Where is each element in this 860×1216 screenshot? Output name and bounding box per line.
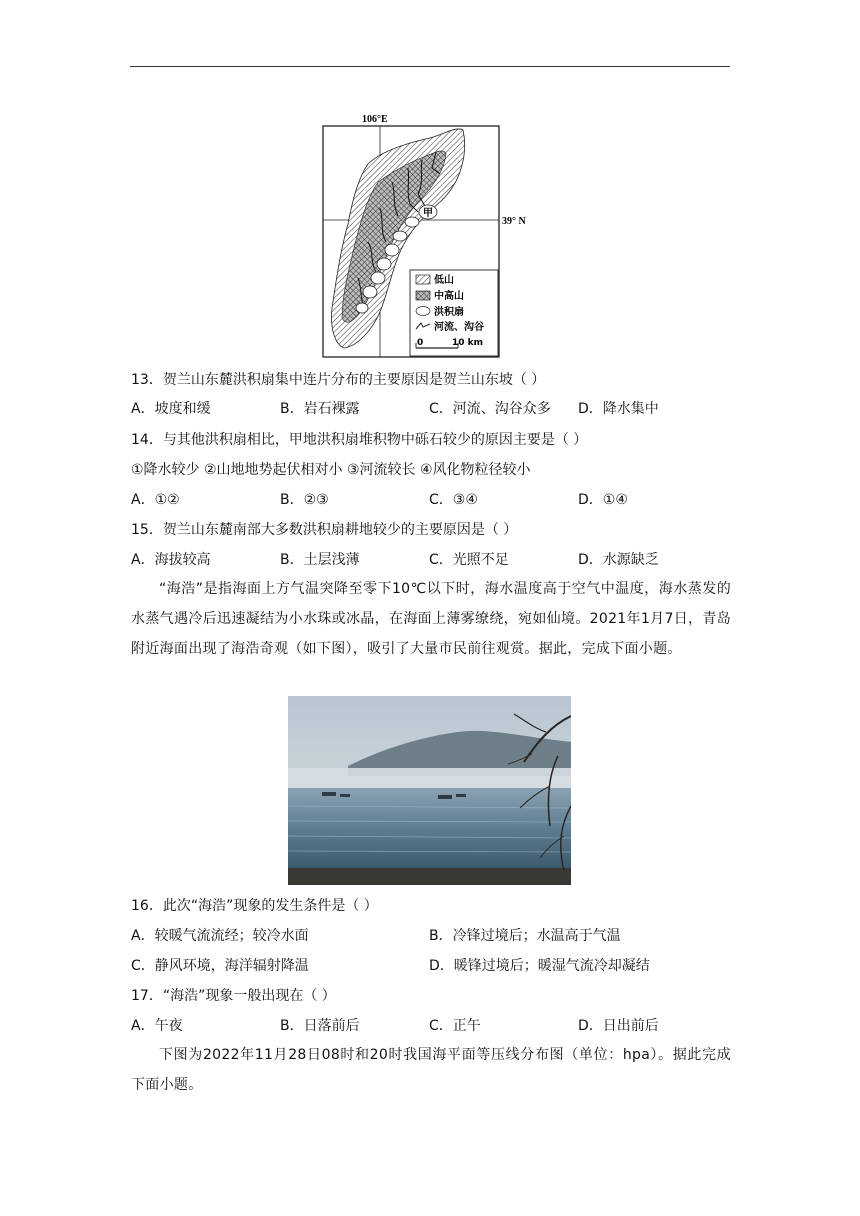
q14-option-d[interactable]: D．①④ <box>578 492 628 508</box>
question-14-stem: 14．与其他洪积扇相比，甲地洪积扇堆积物中砾石较少的原因主要是（ ） <box>131 432 588 448</box>
lon-label: 106°E <box>362 114 388 125</box>
q17-option-b[interactable]: B．日落前后 <box>280 1018 360 1034</box>
q17-option-d[interactable]: D．日出前后 <box>578 1018 659 1034</box>
q13-option-a[interactable]: A．坡度和缓 <box>131 401 211 417</box>
question-16-stem: 16．此次“海浩”现象的发生条件是（ ） <box>131 898 378 914</box>
header-rule <box>130 66 730 67</box>
sea-smoke-photo <box>288 696 571 885</box>
q16-option-c[interactable]: C．静风环境，海洋辐射降温 <box>131 958 309 974</box>
q13-option-d[interactable]: D．降水集中 <box>578 401 659 417</box>
q16-option-a[interactable]: A．较暖气流流经；较冷水面 <box>131 928 309 944</box>
q13-option-b[interactable]: B．岩石裸露 <box>280 401 360 417</box>
q16-option-d[interactable]: D．暖锋过境后；暖湿气流冷却凝结 <box>429 958 650 974</box>
legend-swatch-high <box>416 291 430 300</box>
lat-label: 39° N <box>502 216 526 227</box>
question-17-stem: 17．“海浩”现象一般出现在（ ） <box>131 988 336 1004</box>
q15-option-c[interactable]: C．光照不足 <box>429 552 509 568</box>
q15-option-a[interactable]: A．海拔较高 <box>131 552 211 568</box>
passage-haihao: “海浩”是指海面上方气温突降至零下10℃以下时，海水温度高于空气中温度，海水蒸发的水蒸气遇冷后迅速凝结为小水珠或冰晶，在海面上薄雾缭绕，宛如仙境。2021年1月7日，青岛附近海面出现了海浩奇观（如下图），吸引了大量市民前往观赏。据此，完成下面小题。 <box>131 581 731 657</box>
legend-swatch-fan <box>416 307 430 316</box>
scale-zero: 0 <box>417 338 424 348</box>
question-14-substem: ①降水较少 ②山地地势起伏相对小 ③河流较长 ④风化物粒径较小 <box>131 462 531 478</box>
q15-option-b[interactable]: B．土层浅薄 <box>280 552 360 568</box>
place-jia-label: 甲 <box>423 208 433 219</box>
q14-option-c[interactable]: C．③④ <box>429 492 478 508</box>
q13-option-c[interactable]: C．河流、沟谷众多 <box>429 401 551 417</box>
scale-value: 10 km <box>452 338 484 348</box>
sea-smoke-fog <box>288 768 571 790</box>
legend-high-mountain: 中高山 <box>434 291 464 302</box>
legend-swatch-low <box>416 275 430 284</box>
q17-option-c[interactable]: C．正午 <box>429 1018 481 1034</box>
boat-right <box>438 795 452 799</box>
legend-river: 河流、沟谷 <box>434 322 484 333</box>
legend-alluvial-fan: 洪积扇 <box>434 307 464 318</box>
q15-option-d[interactable]: D．水源缺乏 <box>578 552 659 568</box>
q14-option-a[interactable]: A．①② <box>131 492 180 508</box>
question-15-stem: 15．贺兰山东麓南部大多数洪积扇耕地较少的主要原因是（ ） <box>131 522 518 538</box>
helan-mountain-map <box>322 112 532 358</box>
q16-option-b[interactable]: B．冷锋过境后；水温高于气温 <box>429 928 621 944</box>
question-13-stem: 13．贺兰山东麓洪积扇集中连片分布的主要原因是贺兰山东坡（ ） <box>131 372 546 388</box>
shore <box>288 868 571 885</box>
legend-low-mountain: 低山 <box>434 275 454 286</box>
q17-option-a[interactable]: A．午夜 <box>131 1018 183 1034</box>
boat-left <box>322 792 336 796</box>
q14-option-b[interactable]: B．②③ <box>280 492 329 508</box>
map-legend <box>410 270 498 356</box>
passage-isobar-intro: 下图为2022年11月28日08时和20时我国海平面等压线分布图（单位：hpa）。据此完成下面小题。 <box>131 1047 731 1093</box>
